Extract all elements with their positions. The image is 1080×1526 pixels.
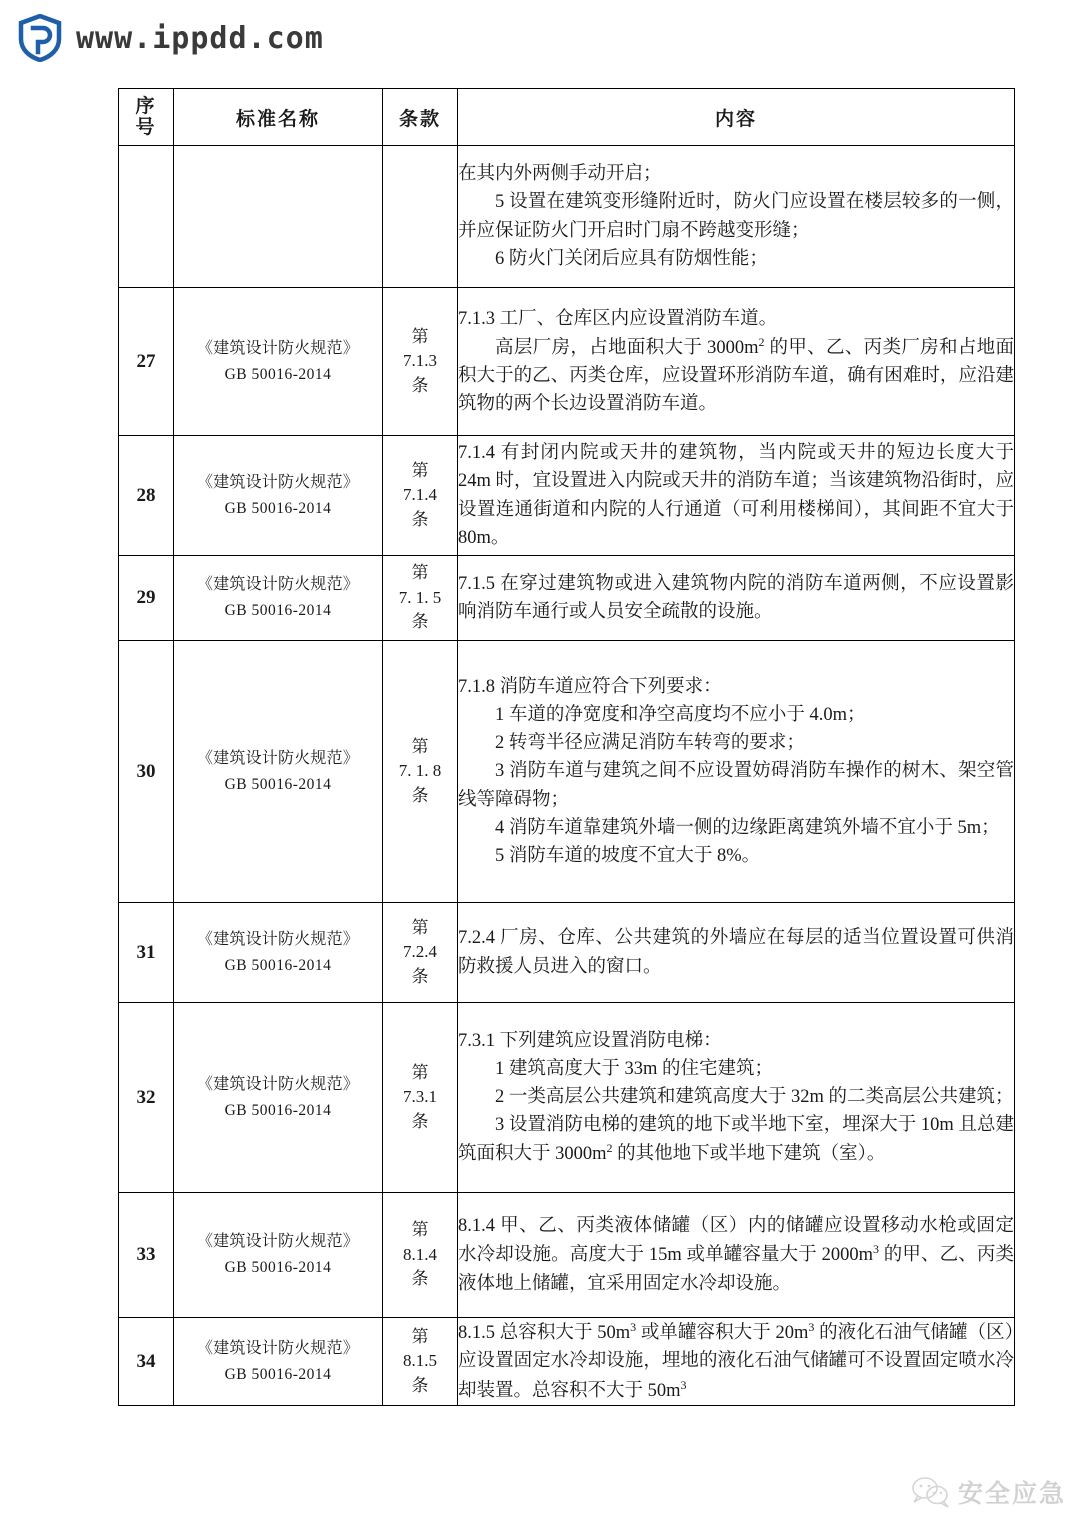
- cell-sequence-number: 28: [119, 436, 174, 556]
- footer-watermark-text: 安全应急: [957, 1481, 1066, 1508]
- content-paragraph: 8.1.5 总容积大于 $50m^3$ 或单罐容积大于 $20m^3$ 的液化石油气储罐（区）应设置固定水冷却设施，埋地的液化石油气储罐可不设置固定喷水冷却装置。总容积不大于 $50m^3$: [458, 1320, 1014, 1401]
- article-number: 7.1.3: [403, 351, 437, 371]
- cell-standard-name: [174, 288, 383, 436]
- cell-content: [458, 1003, 1015, 1193]
- cell-article: [383, 146, 458, 288]
- table-row: [119, 1193, 1015, 1318]
- content-paragraph: 3 消防车道与建筑之间不应设置妨碍消防车操作的树木、架空管线等障碍物；: [458, 761, 1014, 810]
- table-body: [119, 146, 1015, 1406]
- article-suffix: 条: [411, 1269, 429, 1289]
- cell-content: [458, 903, 1015, 1003]
- standard-code: GB 50016-2014: [224, 1101, 332, 1119]
- standard-title: 《建筑设计防火规范》: [196, 339, 359, 357]
- standard-title: 《建筑设计防火规范》: [196, 1075, 359, 1093]
- cell-standard-name: [174, 436, 383, 556]
- cell-sequence-number: 29: [119, 556, 174, 641]
- table-header-row: [119, 89, 1015, 146]
- article-prefix: 第: [411, 460, 429, 480]
- cell-content: [458, 288, 1015, 436]
- article-suffix: 条: [411, 966, 429, 986]
- article-number: 7. 1. 5: [398, 587, 442, 607]
- standard-code: GB 50016-2014: [224, 499, 332, 517]
- cell-sequence-number: 31: [119, 903, 174, 1003]
- table-row: [119, 1318, 1015, 1406]
- article-prefix: 第: [411, 1326, 429, 1346]
- cell-content: [458, 641, 1015, 903]
- cell-sequence-number: 32: [119, 1003, 174, 1193]
- content-paragraph: 8.1.4 甲、乙、丙类液体储罐（区）内的储罐应设置移动水枪或固定水冷却设施。高度大于 15m 或单罐容量大于 $2000m^3$ 的甲、乙、丙类液体地上储罐，宜采用固定水冷却设施。: [458, 1216, 1014, 1294]
- cell-article: [383, 556, 458, 641]
- article-suffix: 条: [411, 612, 429, 632]
- standard-code: GB 50016-2014: [224, 1259, 332, 1277]
- article-prefix: 第: [411, 736, 429, 756]
- column-header-sequence-line2: 号: [135, 117, 157, 138]
- content-paragraph: 3 设置消防电梯的建筑的地下或半地下室，埋深大于 10m 且总建筑面积大于 $3000m^2$ 的其他地下或半地下建筑（室）。: [458, 1114, 1014, 1165]
- article-prefix: 第: [411, 563, 429, 583]
- cell-content: [458, 1193, 1015, 1318]
- cell-article: [383, 1318, 458, 1406]
- article-prefix: 第: [411, 1220, 429, 1240]
- content-paragraph: 7.1.5 在穿过建筑物或进入建筑物内院的消防车道两侧，不应设置影响消防车通行或人员安全疏散的设施。: [458, 573, 1014, 622]
- cell-standard-name: [174, 1193, 383, 1318]
- table-row: [119, 146, 1015, 288]
- article-number: 7.3.1: [403, 1087, 437, 1107]
- cell-article: [383, 903, 458, 1003]
- standard-code: GB 50016-2014: [224, 602, 332, 620]
- cell-standard-name: [174, 641, 383, 903]
- cell-standard-name: [174, 1318, 383, 1406]
- standard-code: GB 50016-2014: [224, 775, 332, 793]
- article-suffix: 条: [411, 1375, 429, 1395]
- ippdd-shield-logo-icon: [18, 14, 62, 62]
- site-header: [18, 14, 324, 62]
- article-number: 7.1.4: [403, 485, 437, 505]
- article-number: 8.1.5: [403, 1351, 437, 1371]
- cell-content: [458, 1318, 1015, 1406]
- content-paragraph: 7.1.8 消防车道应符合下列要求：: [458, 677, 722, 698]
- standard-title: 《建筑设计防火规范》: [196, 473, 359, 491]
- table-row: [119, 641, 1015, 903]
- standards-table-container: [118, 88, 1014, 1406]
- cell-sequence-number: 30: [119, 641, 174, 903]
- article-suffix: 条: [411, 509, 429, 529]
- column-header-sequence-line1: 序: [135, 95, 157, 117]
- standard-code: GB 50016-2014: [224, 365, 332, 383]
- content-paragraph: 4 消防车道靠建筑外墙一侧的边缘距离建筑外墙不宜小于 5m；: [495, 817, 1000, 838]
- content-paragraph: 1 车道的净宽度和净空高度均不应小于 4.0m；: [495, 705, 866, 726]
- cell-standard-name: [174, 556, 383, 641]
- cell-content: [458, 146, 1015, 288]
- column-header-sequence: [119, 89, 174, 146]
- content-paragraph: 7.3.1 下列建筑应设置消防电梯：: [458, 1030, 722, 1051]
- cell-article: [383, 1193, 458, 1318]
- article-suffix: 条: [411, 1111, 429, 1131]
- cell-sequence-number: [119, 146, 174, 288]
- content-paragraph: 5 设置在建筑变形缝附近时，防火门应设置在楼层较多的一侧，并应保证防火门开启时门扇不跨越变形缝；: [458, 192, 1014, 241]
- cell-content: [458, 556, 1015, 641]
- cell-article: [383, 641, 458, 903]
- content-paragraph: 2 一类高层公共建筑和建筑高度大于 32m 的二类高层公共建筑；: [495, 1086, 1014, 1107]
- content-paragraph: 7.2.4 厂房、仓库、公共建筑的外墙应在每层的适当位置设置可供消防救援人员进入的窗口。: [458, 928, 1014, 977]
- cell-article: [383, 1003, 458, 1193]
- cell-sequence-number: 27: [119, 288, 174, 436]
- content-paragraph: 在其内外两侧手动开启；: [458, 164, 662, 185]
- standard-title: 《建筑设计防火规范》: [196, 1339, 359, 1357]
- table-row: [119, 1003, 1015, 1193]
- cell-standard-name: [174, 146, 383, 288]
- article-number: 7. 1. 8: [398, 761, 442, 781]
- article-suffix: 条: [411, 785, 429, 805]
- cell-article: [383, 288, 458, 436]
- content-paragraph: 高层厂房，占地面积大于 $3000m^2$ 的甲、乙、丙类厂房和占地面积大于的乙、丙类仓库，应设置环形消防车道，确有困难时，应沿建筑物的两个长边设置消防车道。: [458, 334, 1014, 415]
- table-row: [119, 903, 1015, 1003]
- cell-standard-name: [174, 903, 383, 1003]
- article-prefix: 第: [411, 917, 429, 937]
- cell-content: [458, 436, 1015, 556]
- standard-title: 《建筑设计防火规范》: [196, 930, 359, 948]
- column-header-content: 内容: [458, 89, 1015, 146]
- standard-code: GB 50016-2014: [224, 956, 332, 974]
- cell-standard-name: [174, 1003, 383, 1193]
- cell-article: [383, 436, 458, 556]
- standard-title: 《建筑设计防火规范》: [196, 749, 359, 767]
- content-paragraph: 6 防火门关闭后应具有防烟性能；: [495, 248, 768, 269]
- column-header-article: 条款: [383, 89, 458, 146]
- cell-sequence-number: 34: [119, 1318, 174, 1406]
- standard-code: GB 50016-2014: [224, 1365, 332, 1383]
- article-suffix: 条: [411, 375, 429, 395]
- standard-title: 《建筑设计防火规范》: [196, 576, 359, 594]
- content-paragraph: 7.1.4 有封闭内院或天井的建筑物，当内院或天井的短边长度大于 24m 时，宜设置进入内院或天井的消防车道；当该建筑物沿街时，应设置连通街道和内院的人行通道（可利用楼梯间），其间距不宜大于 80m。: [458, 443, 1014, 548]
- content-paragraph: 2 转弯半径应满足消防车转弯的要求；: [495, 733, 805, 754]
- table-row: [119, 288, 1015, 436]
- article-prefix: 第: [411, 326, 429, 346]
- column-header-standard-name: 标准名称: [174, 89, 383, 146]
- cell-sequence-number: 33: [119, 1193, 174, 1318]
- table-header: [119, 89, 1015, 146]
- content-paragraph: 7.1.3 工厂、仓库区内应设置消防车道。: [458, 308, 778, 329]
- site-url-text: www.ippdd.com: [76, 20, 324, 56]
- table-row: [119, 556, 1015, 641]
- footer-watermark: [910, 1474, 1066, 1510]
- standards-table: [118, 88, 1015, 1406]
- content-paragraph: 5 消防车道的坡度不宜大于 8%。: [495, 845, 761, 866]
- table-row: [119, 436, 1015, 556]
- article-number: 8.1.4: [403, 1244, 437, 1264]
- standard-title: 《建筑设计防火规范》: [196, 1233, 359, 1251]
- article-prefix: 第: [411, 1062, 429, 1082]
- wechat-icon: [910, 1475, 950, 1509]
- article-number: 7.2.4: [403, 942, 437, 962]
- content-paragraph: 1 建筑高度大于 33m 的住宅建筑；: [495, 1058, 774, 1079]
